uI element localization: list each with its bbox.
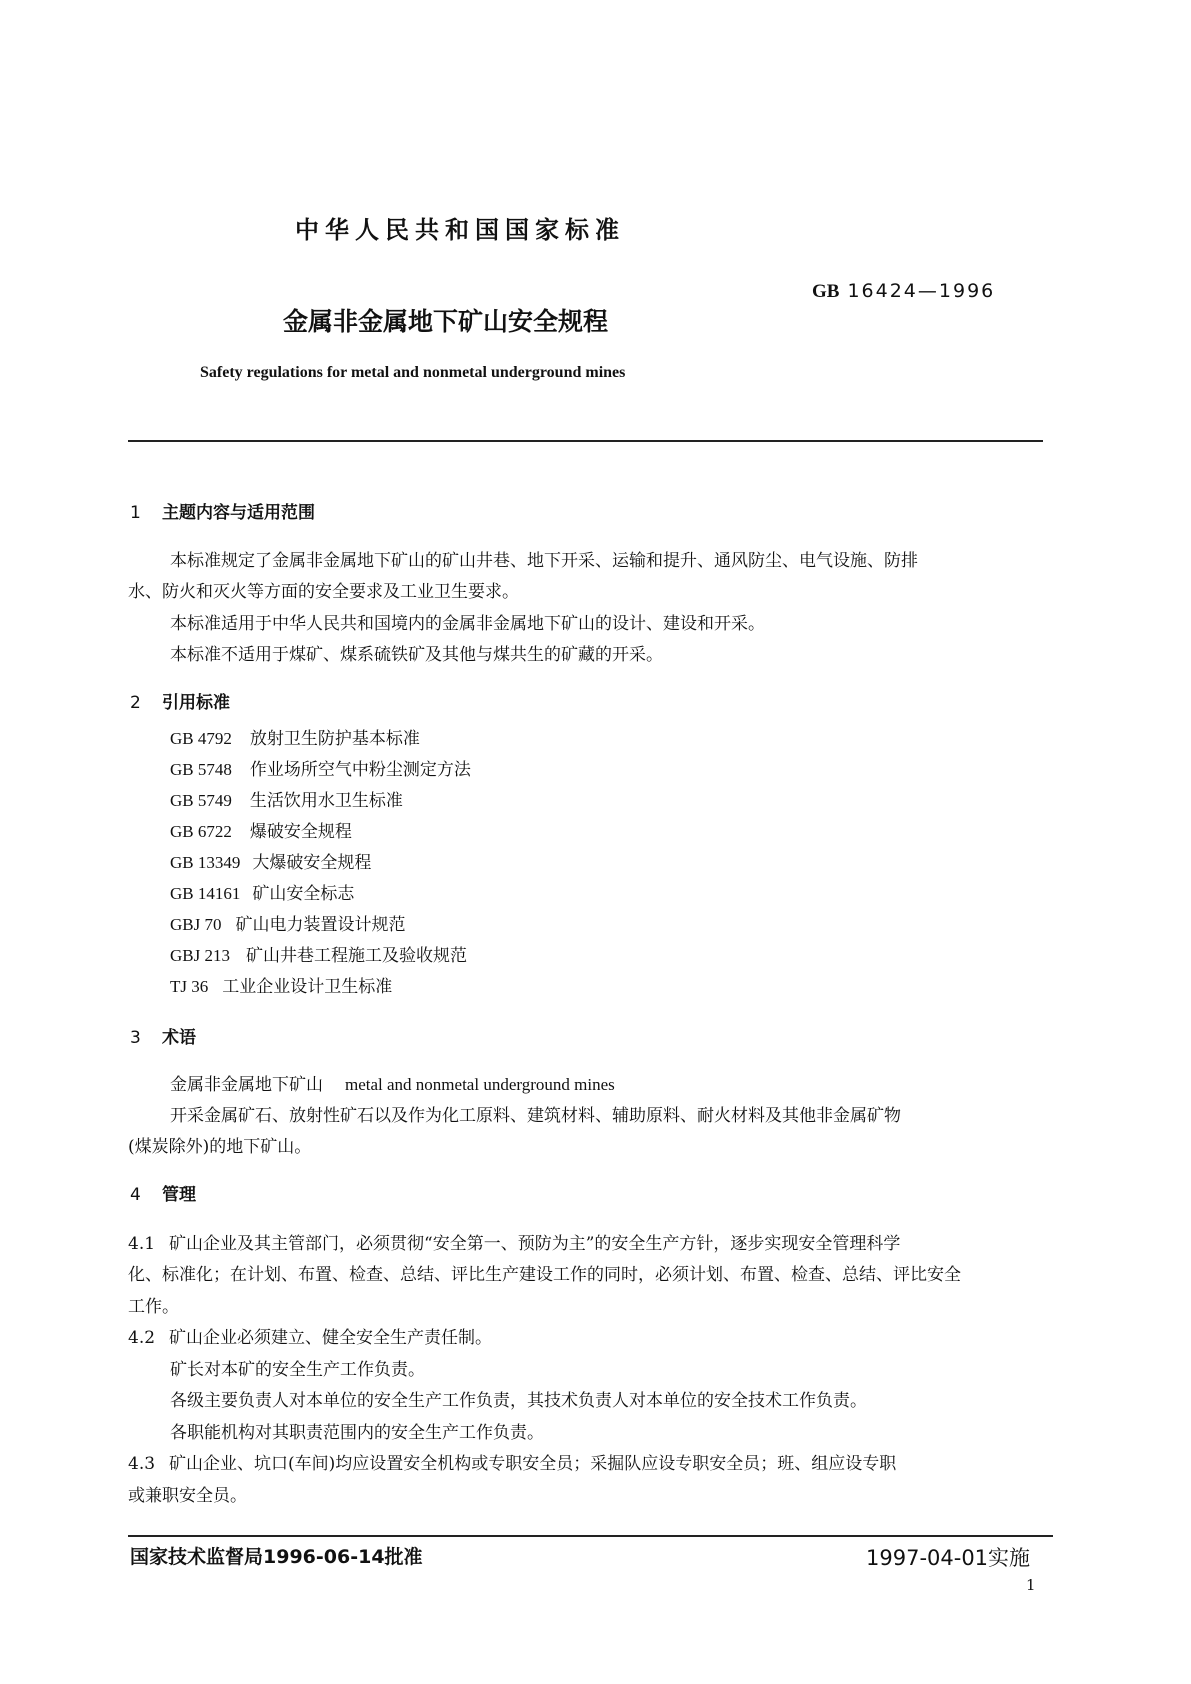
clause-4-3 — [128, 1449, 896, 1474]
approval-date: 国家技术监督局1996-06-14批准 — [130, 1546, 423, 1568]
reference-title: 矿山电力装置设计规范 — [235, 915, 406, 935]
footer-divider — [128, 1535, 1053, 1537]
reference-code: GBJ 213 — [170, 946, 230, 965]
paragraph: 或兼职安全员。 — [128, 1486, 247, 1506]
section-title: 主题内容与适用范围 — [162, 503, 315, 523]
reference-code: GB 6722 — [170, 822, 232, 841]
term-definition: (煤炭除外)的地下矿山。 — [128, 1137, 312, 1157]
reference-code: GB 13349 — [170, 853, 241, 872]
header-divider — [128, 440, 1043, 442]
paragraph: 本标准适用于中华人民共和国境内的金属非金属地下矿山的设计、建设和开采。 — [170, 614, 765, 634]
paragraph: 化、标准化；在计划、布置、检查、总结、评比生产建设工作的同时，必须计划、布置、检查、总结、评比安全 — [128, 1265, 961, 1285]
document-title-english: Safety regulations for metal and nonmetal underground mines — [200, 364, 626, 381]
reference-item — [170, 755, 471, 780]
paragraph: 本标准不适用于煤矿、煤系硫铁矿及其他与煤共生的矿藏的开采。 — [170, 645, 663, 665]
reference-item — [170, 724, 420, 749]
page-number: 1 — [1026, 1576, 1036, 1594]
section-1-heading — [130, 498, 315, 523]
reference-item — [170, 941, 467, 966]
reference-title: 矿山井巷工程施工及验收规范 — [245, 946, 467, 966]
term-chinese: 金属非金属地下矿山 — [170, 1075, 323, 1095]
term-line — [170, 1070, 615, 1095]
reference-item — [170, 910, 405, 935]
reference-item — [170, 848, 371, 873]
reference-title: 爆破安全规程 — [249, 822, 352, 842]
reference-code: GB 14161 — [170, 884, 241, 903]
reference-item — [170, 817, 352, 842]
document-title: 金属非金属地下矿山安全规程 — [283, 307, 609, 336]
term-english: metal and nonmetal underground mines — [345, 1075, 615, 1094]
clause-4-1 — [128, 1229, 900, 1254]
term-definition: 开采金属矿石、放射性矿石以及作为化工原料、建筑材料、辅助原料、耐火材料及其他非金属矿物 — [170, 1106, 901, 1126]
reference-code: GB 5749 — [170, 791, 232, 810]
section-number: 1 — [130, 503, 141, 523]
clause-text: 矿山企业及其主管部门，必须贯彻“安全第一、预防为主”的安全生产方针，逐步实现安全管理科学 — [169, 1234, 901, 1254]
section-number: 3 — [130, 1028, 141, 1048]
section-4-heading — [130, 1180, 196, 1205]
clause-4-2 — [128, 1323, 492, 1348]
paragraph: 各职能机构对其职责范围内的安全生产工作负责。 — [170, 1423, 544, 1443]
reference-item — [170, 879, 354, 904]
clause-text: 矿山企业必须建立、健全安全生产责任制。 — [169, 1328, 493, 1348]
section-title: 引用标准 — [162, 693, 230, 713]
paragraph: 各级主要负责人对本单位的安全生产工作负责，其技术负责人对本单位的安全技术工作负责。 — [170, 1391, 867, 1411]
clause-number: 4.2 — [128, 1328, 156, 1348]
paragraph: 工作。 — [128, 1297, 179, 1317]
section-title: 术语 — [162, 1028, 196, 1048]
standard-number — [812, 280, 995, 303]
reference-code: GB 4792 — [170, 729, 232, 748]
effective-date: 1997-04-01实施 — [866, 1546, 1031, 1570]
reference-title: 矿山安全标志 — [252, 884, 355, 904]
clause-number: 4.3 — [128, 1454, 156, 1474]
standard-title: 中华人民共和国国家标准 — [295, 216, 625, 244]
reference-title: 大爆破安全规程 — [252, 853, 372, 873]
reference-title: 作业场所空气中粉尘测定方法 — [249, 760, 471, 780]
reference-code: GB 5748 — [170, 760, 232, 779]
clause-number: 4.1 — [128, 1234, 156, 1254]
clause-text: 矿山企业、坑口(车间)均应设置安全机构或专职安全员；采掘队应设专职安全员；班、组应设专职 — [169, 1454, 897, 1474]
paragraph: 水、防火和灭火等方面的安全要求及工业卫生要求。 — [128, 582, 519, 602]
reference-title: 生活饮用水卫生标准 — [249, 791, 403, 811]
section-title: 管理 — [162, 1185, 196, 1205]
paragraph: 矿长对本矿的安全生产工作负责。 — [170, 1360, 425, 1380]
reference-title: 工业企业设计卫生标准 — [222, 977, 393, 997]
reference-title: 放射卫生防护基本标准 — [249, 729, 420, 749]
standard-prefix: GB — [812, 281, 840, 302]
section-number: 4 — [130, 1185, 141, 1205]
reference-item — [170, 972, 392, 997]
section-number: 2 — [130, 693, 141, 713]
standard-code: 16424—1996 — [847, 280, 996, 302]
reference-item — [170, 786, 403, 811]
section-2-heading — [130, 688, 230, 713]
paragraph: 本标准规定了金属非金属地下矿山的矿山井巷、地下开采、运输和提升、通风防尘、电气设施、防排 — [170, 551, 918, 571]
reference-code: TJ 36 — [170, 977, 209, 996]
section-3-heading — [130, 1023, 196, 1048]
reference-code: GBJ 70 — [170, 915, 222, 934]
